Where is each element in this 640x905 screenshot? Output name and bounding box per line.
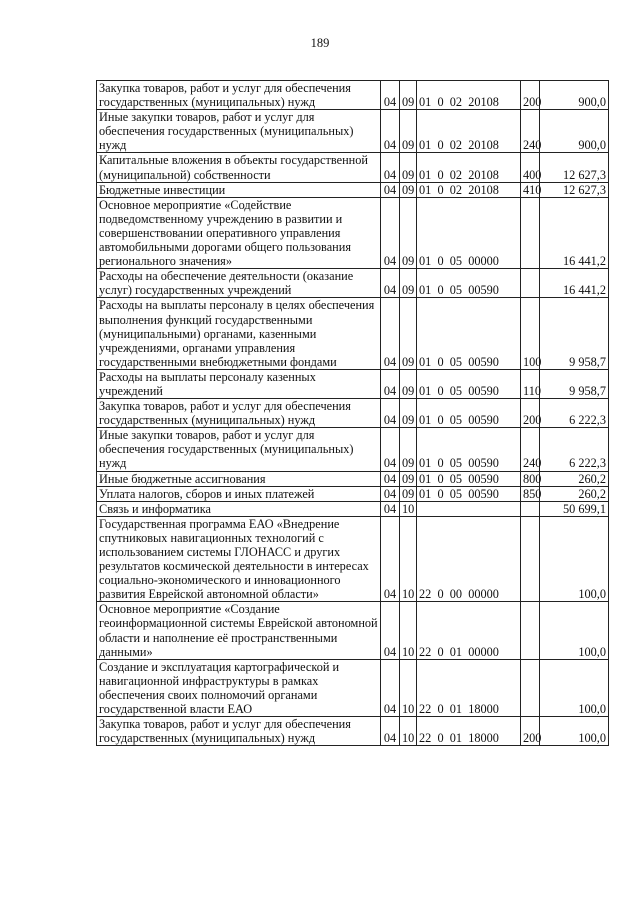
- row-target-article: 01 0 05 00590: [417, 428, 521, 471]
- table-row: [97, 81, 609, 110]
- row-subsection: 10: [400, 602, 417, 659]
- row-expense-type: [521, 659, 540, 716]
- table-row: [97, 501, 609, 516]
- row-section: 04: [381, 110, 400, 153]
- row-section: 04: [381, 501, 400, 516]
- row-subsection: 09: [400, 81, 417, 110]
- row-amount: 16 441,2: [540, 269, 609, 298]
- row-target-article: 22 0 01 18000: [417, 717, 521, 746]
- row-subsection: 09: [400, 153, 417, 182]
- row-expense-type: 200: [521, 399, 540, 428]
- row-name: Закупка товаров, работ и услуг для обеспечения государственных (муниципальных) нужд: [97, 81, 381, 110]
- table-row: [97, 182, 609, 197]
- row-target-article: [417, 501, 521, 516]
- row-subsection: 09: [400, 110, 417, 153]
- row-subsection: 10: [400, 501, 417, 516]
- row-target-article: 01 0 05 00590: [417, 369, 521, 398]
- row-target-article: 01 0 02 20108: [417, 110, 521, 153]
- row-target-article: 01 0 05 00590: [417, 471, 521, 486]
- row-amount: 9 958,7: [540, 298, 609, 369]
- table-row: [97, 197, 609, 268]
- row-amount: 100,0: [540, 717, 609, 746]
- row-name: Основное мероприятие «Содействие подведомственному учреждению в развитии и совершенствовании оперативного управления автомобильными дорогами общего пользования регионального значения»: [97, 197, 381, 268]
- row-target-article: 22 0 00 00000: [417, 516, 521, 602]
- row-subsection: 09: [400, 399, 417, 428]
- row-expense-type: 200: [521, 81, 540, 110]
- row-target-article: 01 0 05 00590: [417, 269, 521, 298]
- row-amount: 100,0: [540, 516, 609, 602]
- row-expense-type: 410: [521, 182, 540, 197]
- row-target-article: 22 0 01 18000: [417, 659, 521, 716]
- row-amount: 260,2: [540, 486, 609, 501]
- row-amount: 6 222,3: [540, 428, 609, 471]
- row-name: Закупка товаров, работ и услуг для обеспечения государственных (муниципальных) нужд: [97, 717, 381, 746]
- table-row: [97, 369, 609, 398]
- table-row: [97, 471, 609, 486]
- row-subsection: 09: [400, 486, 417, 501]
- row-section: 04: [381, 399, 400, 428]
- row-subsection: 10: [400, 717, 417, 746]
- row-section: 04: [381, 298, 400, 369]
- row-amount: 260,2: [540, 471, 609, 486]
- row-amount: 900,0: [540, 81, 609, 110]
- row-target-article: 01 0 02 20108: [417, 81, 521, 110]
- row-subsection: 09: [400, 428, 417, 471]
- row-expense-type: 100: [521, 298, 540, 369]
- row-section: 04: [381, 269, 400, 298]
- row-section: 04: [381, 182, 400, 197]
- row-target-article: 01 0 05 00590: [417, 399, 521, 428]
- row-subsection: 09: [400, 197, 417, 268]
- row-amount: 12 627,3: [540, 153, 609, 182]
- row-expense-type: 800: [521, 471, 540, 486]
- row-section: 04: [381, 153, 400, 182]
- row-name: Государственная программа ЕАО «Внедрение спутниковых навигационных технологий с использованием системы ГЛОНАСС и других результатов космической деятельности в интересах социально-экономического и инновационного развития Еврейской автономной области»: [97, 516, 381, 602]
- row-expense-type: 200: [521, 717, 540, 746]
- row-amount: 6 222,3: [540, 399, 609, 428]
- row-subsection: 09: [400, 298, 417, 369]
- row-name: Создание и эксплуатация картографической и навигационной инфраструктуры в рамках обеспечения своих полномочий органами государственной власти ЕАО: [97, 659, 381, 716]
- row-target-article: 01 0 05 00590: [417, 298, 521, 369]
- table-row: [97, 659, 609, 716]
- row-amount: 50 699,1: [540, 501, 609, 516]
- row-amount: 12 627,3: [540, 182, 609, 197]
- row-expense-type: [521, 516, 540, 602]
- row-name: Расходы на выплаты персоналу в целях обеспечения выполнения функций государственными (муниципальными) органами, казенными учреждениями, органами управления государственными внебюджетными фондами: [97, 298, 381, 369]
- table-row: [97, 428, 609, 471]
- row-name: Иные закупки товаров, работ и услуг для обеспечения государственных (муниципальных) нужд: [97, 110, 381, 153]
- row-subsection: 09: [400, 269, 417, 298]
- table-row: [97, 110, 609, 153]
- row-expense-type: 850: [521, 486, 540, 501]
- row-expense-type: 240: [521, 428, 540, 471]
- row-section: 04: [381, 659, 400, 716]
- table-row: [97, 717, 609, 746]
- budget-table: [96, 80, 609, 746]
- table-row: [97, 602, 609, 659]
- row-subsection: 10: [400, 659, 417, 716]
- row-name: Расходы на обеспечение деятельности (оказание услуг) государственных учреждений: [97, 269, 381, 298]
- row-name: Капитальные вложения в объекты государственной (муниципальной) собственности: [97, 153, 381, 182]
- row-name: Расходы на выплаты персоналу казенных учреждений: [97, 369, 381, 398]
- row-expense-type: 110: [521, 369, 540, 398]
- row-name: Иные бюджетные ассигнования: [97, 471, 381, 486]
- table-row: [97, 269, 609, 298]
- row-expense-type: [521, 269, 540, 298]
- row-name: Иные закупки товаров, работ и услуг для обеспечения государственных (муниципальных) нужд: [97, 428, 381, 471]
- table-row: [97, 516, 609, 602]
- row-section: 04: [381, 471, 400, 486]
- row-amount: 100,0: [540, 602, 609, 659]
- row-section: 04: [381, 717, 400, 746]
- row-name: Бюджетные инвестиции: [97, 182, 381, 197]
- row-section: 04: [381, 486, 400, 501]
- row-expense-type: 400: [521, 153, 540, 182]
- table-row: [97, 399, 609, 428]
- table-row: [97, 486, 609, 501]
- row-amount: 16 441,2: [540, 197, 609, 268]
- row-section: 04: [381, 602, 400, 659]
- row-section: 04: [381, 516, 400, 602]
- row-name: Уплата налогов, сборов и иных платежей: [97, 486, 381, 501]
- row-subsection: 09: [400, 182, 417, 197]
- budget-table-body: [97, 81, 609, 746]
- row-expense-type: [521, 602, 540, 659]
- row-expense-type: 240: [521, 110, 540, 153]
- row-expense-type: [521, 501, 540, 516]
- row-amount: 100,0: [540, 659, 609, 716]
- row-target-article: 22 0 01 00000: [417, 602, 521, 659]
- page-number: 189: [310, 36, 330, 50]
- row-expense-type: [521, 197, 540, 268]
- row-name: Основное мероприятие «Создание геоинформационной системы Еврейской автономной области и наполнение её пространственными данными»: [97, 602, 381, 659]
- row-subsection: 09: [400, 369, 417, 398]
- row-target-article: 01 0 02 20108: [417, 182, 521, 197]
- table-row: [97, 298, 609, 369]
- row-subsection: 10: [400, 516, 417, 602]
- row-name: Связь и информатика: [97, 501, 381, 516]
- row-target-article: 01 0 02 20108: [417, 153, 521, 182]
- table-row: [97, 153, 609, 182]
- row-target-article: 01 0 05 00590: [417, 486, 521, 501]
- row-target-article: 01 0 05 00000: [417, 197, 521, 268]
- row-section: 04: [381, 81, 400, 110]
- row-section: 04: [381, 369, 400, 398]
- row-subsection: 09: [400, 471, 417, 486]
- row-amount: 900,0: [540, 110, 609, 153]
- row-amount: 9 958,7: [540, 369, 609, 398]
- row-section: 04: [381, 197, 400, 268]
- row-section: 04: [381, 428, 400, 471]
- row-name: Закупка товаров, работ и услуг для обеспечения государственных (муниципальных) нужд: [97, 399, 381, 428]
